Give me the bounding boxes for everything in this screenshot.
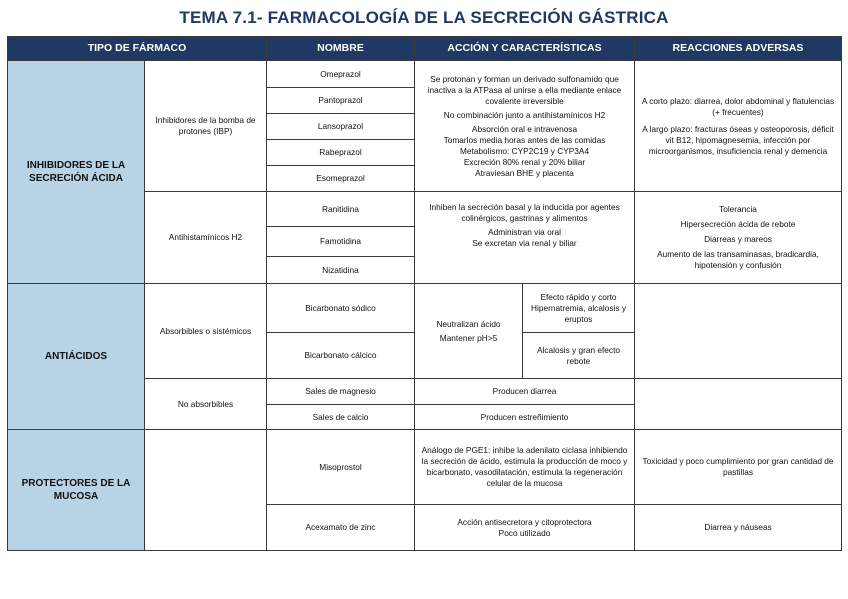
action-line: Poco utilizado bbox=[498, 527, 551, 538]
drug-name: Ranitidina bbox=[267, 192, 415, 227]
drug-adverse: Toxicidad y poco cumplimiento por gran cantidad de pastillas bbox=[635, 430, 842, 505]
sistemicos-adverse-empty bbox=[635, 284, 842, 379]
action-line: No combinación junto a antihistamínicos H2 bbox=[443, 109, 606, 120]
header-accion: ACCIÓN Y CARACTERÍSTICAS bbox=[415, 37, 635, 61]
action-line: Absorción oral e intravenosa bbox=[471, 123, 578, 134]
action-line: Acción antisecretora y citoprotectora bbox=[457, 516, 592, 527]
ibp-adverse bbox=[635, 61, 842, 192]
action-line: Excreción 80% renal y 20% biliar bbox=[463, 156, 586, 167]
header-row bbox=[8, 37, 842, 61]
action-line: Se excretan via renal y biliar bbox=[472, 238, 577, 248]
drug-name: Sales de magnesio bbox=[267, 379, 415, 405]
action-line: Mantener pH>5 bbox=[439, 332, 498, 343]
drug-action: Análogo de PGE1: inhibe la adenilato ciclasa inhibiendo la secreción de ácido, estimula la producción de moco y bicarbonato, vasodilatación, estimula la regeneración celular de la mucosa bbox=[415, 430, 635, 505]
drug-name: Bicarbonato cálcico bbox=[267, 333, 415, 379]
adverse-line: Aumento de las transaminasas, bradicardia, hipotensión y confusión bbox=[657, 249, 819, 270]
sistemicos-action bbox=[415, 284, 523, 379]
adverse-line: Diarreas y mareos bbox=[704, 234, 772, 244]
table-row bbox=[8, 430, 842, 505]
drug-name: Esomeprazol bbox=[267, 166, 415, 192]
drug-name: Omeprazol bbox=[267, 61, 415, 88]
drug-name: Lansoprazol bbox=[267, 114, 415, 140]
h2-adverse bbox=[635, 192, 842, 284]
action-line: Metabolismo: CYP2C19 y CYP3A4 bbox=[459, 145, 590, 156]
drug-name: Misoprostol bbox=[267, 430, 415, 505]
drug-effect: Producen diarrea bbox=[415, 379, 635, 405]
drug-name: Sales de calcio bbox=[267, 405, 415, 430]
header-tipo: TIPO DE FÁRMACO bbox=[8, 37, 267, 61]
action-line: Administran via oral bbox=[488, 227, 561, 237]
header-nombre: NOMBRE bbox=[267, 37, 415, 61]
category-inhibidores: INHIBIDORES DE LA SECRECIÓN ÁCIDA bbox=[8, 61, 145, 284]
drug-effect: Producen estreñimiento bbox=[415, 405, 635, 430]
action-line: Neutralizan ácido bbox=[436, 318, 501, 329]
drug-name: Bicarbonato sódico bbox=[267, 284, 415, 333]
subtype-sistemicos: Absorbibles o sistémicos bbox=[145, 284, 267, 379]
action-line: Inhiben la secreción basal y la inducida por agentes colinérgicos, gastrinas y alimentos bbox=[429, 202, 620, 223]
adverse-line: A corto plazo: diarrea, dolor abdominal y flatulencias (+ frecuentes) bbox=[641, 95, 835, 117]
subtype-ibp: Inhibidores de la bomba de protones (IBP) bbox=[145, 61, 267, 192]
ibp-action bbox=[415, 61, 635, 192]
action-line: Se protonan y forman un derivado sulfonamido que inactiva a la ATPasa al unirse a ella mediante enlace covalente irreversible bbox=[427, 73, 622, 106]
action-line: Tomarlos media horas antes de las comidas bbox=[443, 134, 606, 145]
header-reacciones: REACCIONES ADVERSAS bbox=[635, 37, 842, 61]
action-line: Atraviesan BHE y placenta bbox=[475, 167, 574, 178]
h2-action bbox=[415, 192, 635, 284]
drug-name: Famotidina bbox=[267, 227, 415, 257]
page-title: TEMA 7.1- FARMACOLOGÍA DE LA SECRECIÓN GÁSTRICA bbox=[179, 8, 669, 27]
drug-action bbox=[415, 505, 635, 551]
drug-name: Pantoprazol bbox=[267, 88, 415, 114]
drug-name: Rabeprazol bbox=[267, 140, 415, 166]
table-row bbox=[8, 61, 842, 88]
pharmacology-table bbox=[7, 36, 842, 551]
category-antiacidos: ANTIÁCIDOS bbox=[8, 284, 145, 430]
drug-adverse: Diarrea y náuseas bbox=[635, 505, 842, 551]
drug-effect: Alcalosis y gran efecto rebote bbox=[523, 333, 635, 379]
table-row bbox=[8, 284, 842, 333]
protectores-subtype-empty bbox=[145, 430, 267, 551]
category-protectores: PROTECTORES DE LA MUCOSA bbox=[8, 430, 145, 551]
drug-effect: Efecto rápido y corto Hipernatremia, alcalosis y eruptos bbox=[523, 284, 635, 333]
subtype-h2: Antihistamínicos H2 bbox=[145, 192, 267, 284]
drug-name: Acexamato de zinc bbox=[267, 505, 415, 551]
no-absorbibles-adverse-empty bbox=[635, 379, 842, 430]
adverse-line: Hipersecreción ácida de rebote bbox=[680, 219, 796, 229]
adverse-line: Tolerancia bbox=[719, 204, 757, 214]
subtype-no-absorbibles: No absorbibles bbox=[145, 379, 267, 430]
adverse-line: A largo plazo: fracturas óseas y osteoporosis, déficit vit B12, hipomagnesemia, infección por microorganismos, insuficiencia renal y demencia bbox=[642, 123, 834, 156]
drug-name: Nizatidina bbox=[267, 257, 415, 284]
